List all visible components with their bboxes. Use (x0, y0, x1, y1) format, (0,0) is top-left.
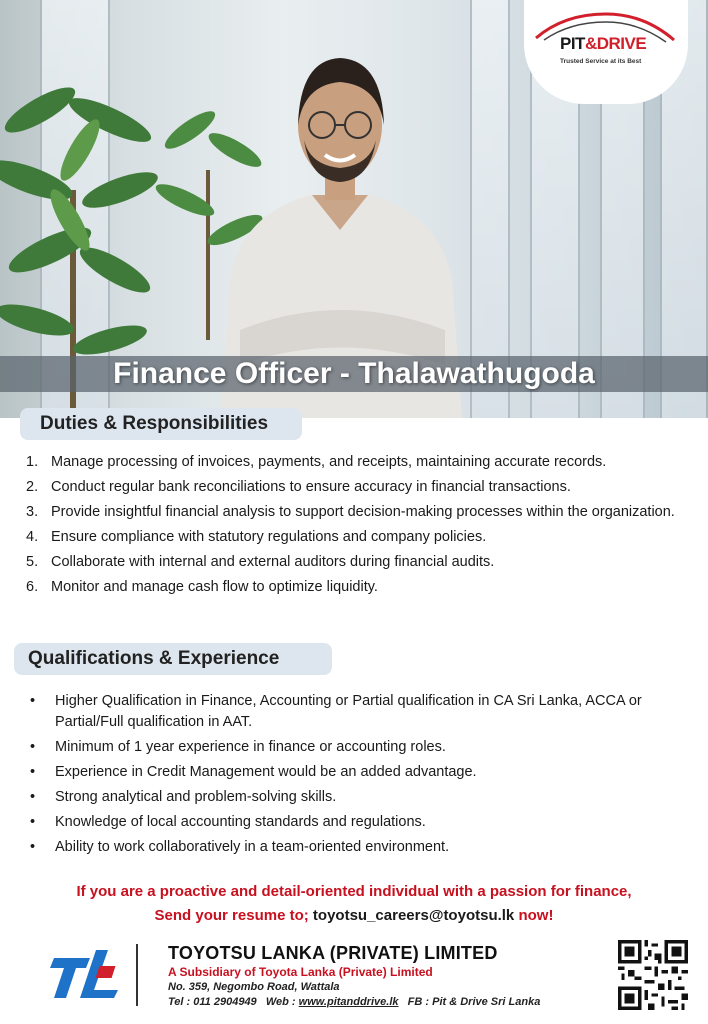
list-item: 3. Provide insightful financial analysis to support decision-making processes within the organization. (26, 504, 675, 520)
list-item: 6. Monitor and manage cash flow to optimize liquidity. (26, 579, 378, 595)
job-title: Finance Officer - Thalawathugoda (113, 357, 595, 390)
qr-code-icon[interactable] (618, 940, 688, 1010)
call-to-action (0, 880, 708, 928)
company-address: No. 359, Negombo Road, Wattala (168, 981, 340, 993)
qualifications-list (30, 691, 690, 862)
list-item: • Experience in Credit Management would be an added advantage. (30, 762, 690, 783)
brand-logo-text: PIT&DRIVE (560, 34, 647, 53)
phone-number: Tel : 011 2904949 (168, 996, 257, 1008)
subsidiary-note: A Subsidiary of Toyota Lanka (Private) Limited (168, 965, 433, 979)
list-item: • Minimum of 1 year experience in finance or accounting roles. (30, 737, 690, 758)
list-item: 1. Manage processing of invoices, payments, and receipts, maintaining accurate records. (26, 454, 607, 470)
contact-line: Tel : 011 2904949 Web : www.pitanddrive.lk FB : Pit & Drive Sri Lanka (168, 996, 541, 1008)
brand-tagline: Trusted Service at its Best (560, 58, 642, 65)
toyotsu-logo-icon (46, 946, 126, 1002)
cta-line-2: Send your resume to; toyotsu_careers@toyotsu.lk now! (154, 907, 554, 924)
list-item: 5. Collaborate with internal and external auditors during financial audits. (26, 554, 495, 570)
email-link[interactable]: toyotsu_careers@toyotsu.lk (312, 907, 515, 924)
list-item: 4. Ensure compliance with statutory regulations and company policies. (26, 529, 487, 545)
hero-image (0, 0, 708, 418)
qualifications-heading: Qualifications & Experience (14, 643, 332, 675)
cta-line-1: If you are a proactive and detail-oriented individual with a passion for finance, (76, 883, 632, 900)
duties-list (26, 452, 686, 602)
list-item: • Strong analytical and problem-solving skills. (30, 787, 690, 808)
list-item: • Knowledge of local accounting standards and regulations. (30, 812, 690, 833)
facebook-label: FB : Pit & Drive Sri Lanka (407, 996, 541, 1008)
company-name: TOYOTSU LANKA (PRIVATE) LIMITED (168, 943, 498, 963)
list-item: • Ability to work collaboratively in a team-oriented environment. (30, 837, 690, 858)
footer-divider (136, 944, 138, 1006)
website-link[interactable]: www.pitanddrive.lk (298, 996, 399, 1008)
duties-heading: Duties & Responsibilities (20, 408, 302, 440)
list-item: 2. Conduct regular bank reconciliations to ensure accuracy in financial transactions. (26, 479, 571, 495)
list-item: • Higher Qualification in Finance, Accounting or Partial qualification in CA Sri Lanka, ACCA or Partial/Full qualification in AAT. (30, 691, 690, 733)
